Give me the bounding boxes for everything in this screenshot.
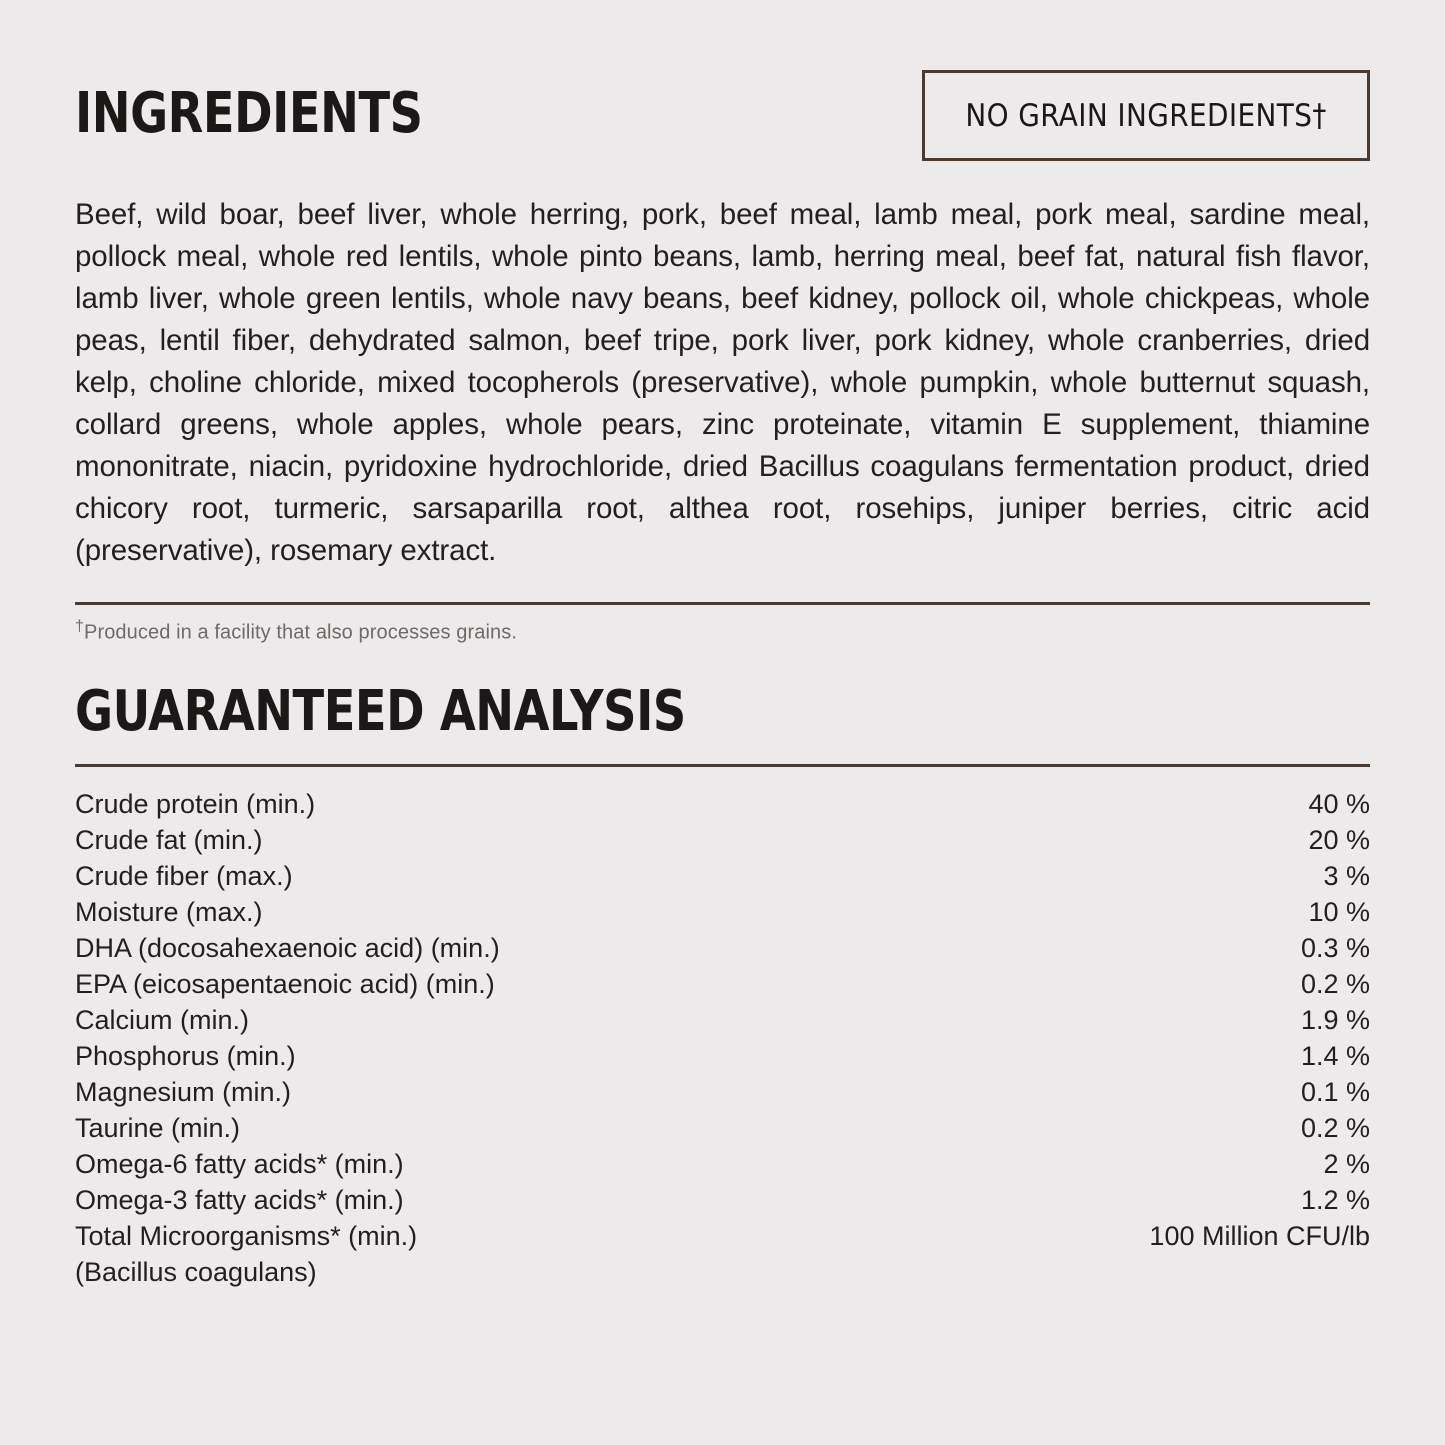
guaranteed-analysis-title: GUARANTEED ANALYSIS <box>75 679 686 745</box>
nutrient-label: Crude protein (min.) <box>75 789 316 820</box>
table-row <box>75 1002 1370 1038</box>
nutrient-label: Magnesium (min.) <box>75 1077 292 1108</box>
nutrient-value: 1.4 % <box>1300 1041 1370 1072</box>
table-row <box>75 1110 1370 1146</box>
table-row <box>75 822 1370 858</box>
nutrient-value: 3 % <box>1323 861 1370 892</box>
guaranteed-analysis-subnote: (Bacillus coagulans) <box>75 1257 317 1288</box>
nutrient-label: Moisture (max.) <box>75 897 263 928</box>
page-title: INGREDIENTS <box>75 81 423 146</box>
table-row <box>75 858 1370 894</box>
guaranteed-analysis-table <box>75 786 1370 1254</box>
nutrient-value: 10 % <box>1308 897 1370 928</box>
table-row <box>75 930 1370 966</box>
nutrient-label: Phosphorus (min.) <box>75 1041 296 1072</box>
table-row <box>75 966 1370 1002</box>
nutrient-label: EPA (eicosapentaenoic acid) (min.) <box>75 969 495 1000</box>
table-row <box>75 1218 1370 1254</box>
divider-guaranteed-analysis <box>75 764 1370 767</box>
nutrient-value: 0.3 % <box>1300 933 1370 964</box>
table-row <box>75 1074 1370 1110</box>
table-row <box>75 1182 1370 1218</box>
nutrient-value: 2 % <box>1323 1149 1370 1180</box>
ingredients-list-text: Beef, wild boar, beef liver, whole herring, pork, beef meal, lamb meal, pork meal, sardine meal, pollock meal, whole red lentils, whole pinto beans, lamb, herring meal, beef fat, natural fish flavor, lamb liver, whole green lentils, whole navy beans, beef kidney, pollock oil, whole chickpeas, whole peas, lentil fiber, dehydrated salmon, beef tripe, pork liver, pork kidney, whole cranberries, dried kelp, choline chloride, mixed tocopherols (preservative), whole pumpkin, whole butternut squash, collard greens, whole apples, whole pears, zinc proteinate, vitamin E supplement, thiamine mononitrate, niacin, pyridoxine hydrochloride, dried Bacillus coagulans fermentation product, dried chicory root, turmeric, sarsaparilla root, althea root, rosehips, juniper berries, citric acid (preservative), rosemary extract. <box>75 198 1370 567</box>
table-row <box>75 894 1370 930</box>
footnote-dagger-marker: † <box>75 617 84 635</box>
table-row <box>75 786 1370 822</box>
nutrient-value: 0.1 % <box>1300 1077 1370 1108</box>
nutrient-label: Omega-6 fatty acids* (min.) <box>75 1149 404 1180</box>
ingredients-footnote <box>75 618 1370 645</box>
nutrient-value: 0.2 % <box>1300 1113 1370 1144</box>
table-row <box>75 1038 1370 1074</box>
nutrient-label: DHA (docosahexaenoic acid) (min.) <box>75 933 500 964</box>
nutrient-value: 40 % <box>1308 789 1370 820</box>
nutrient-label: Total Microorganisms* (min.) <box>75 1221 418 1252</box>
ingredients-header <box>75 62 1370 172</box>
table-row <box>75 1146 1370 1182</box>
nutrient-label: Omega-3 fatty acids* (min.) <box>75 1185 404 1216</box>
footnote-text: Produced in a facility that also processes grains. <box>84 621 517 644</box>
no-grain-badge-label: NO GRAIN INGREDIENTS† <box>965 98 1327 134</box>
nutrient-value: 0.2 % <box>1300 969 1370 1000</box>
no-grain-badge <box>922 70 1370 161</box>
nutrient-label: Crude fiber (max.) <box>75 861 293 892</box>
nutrient-label: Crude fat (min.) <box>75 825 263 856</box>
divider-ingredients <box>75 602 1370 605</box>
nutrient-value: 20 % <box>1308 825 1370 856</box>
nutrient-label: Calcium (min.) <box>75 1005 250 1036</box>
nutrient-value: 100 Million CFU/lb <box>1149 1221 1370 1252</box>
nutrient-value: 1.2 % <box>1300 1185 1370 1216</box>
nutrient-value: 1.9 % <box>1300 1005 1370 1036</box>
nutrient-label: Taurine (min.) <box>75 1113 241 1144</box>
